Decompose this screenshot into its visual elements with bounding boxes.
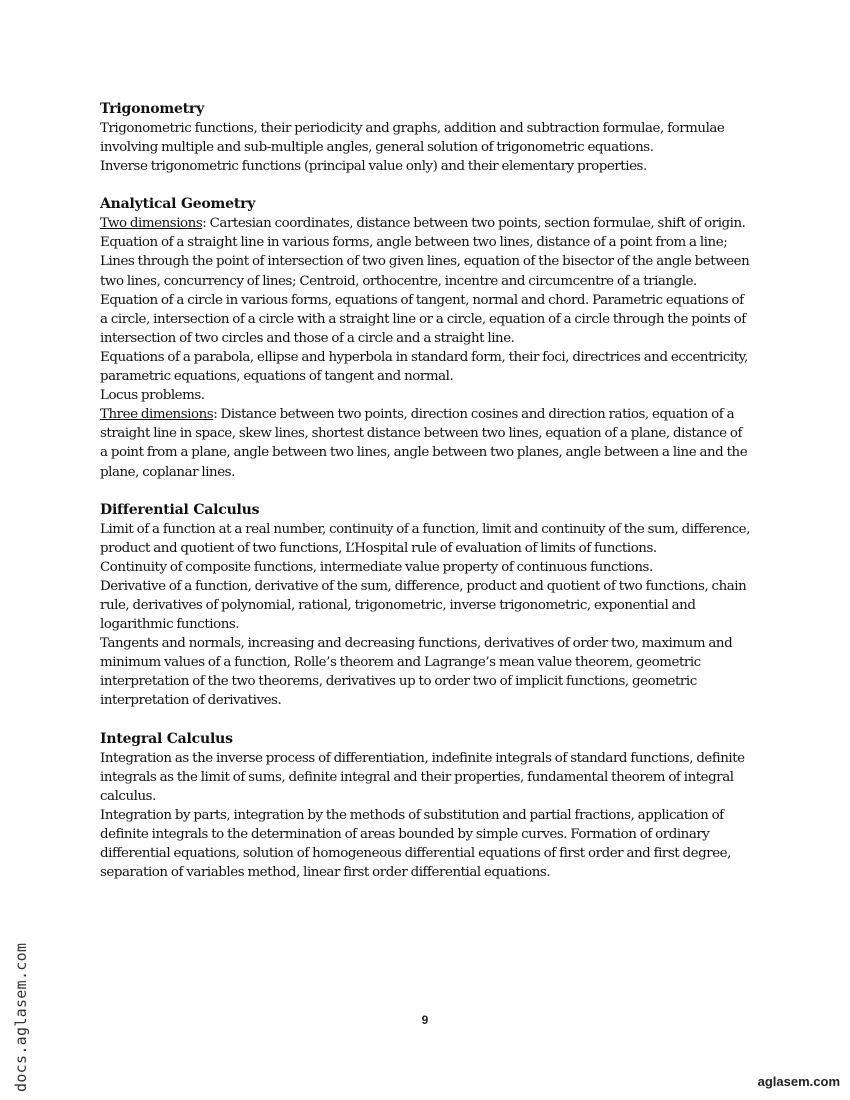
paragraph: Continuity of composite functions, intermediate value property of continuous functions. [100, 559, 653, 575]
subsection-label: Two dimensions [100, 216, 203, 232]
paragraph: Equation of a circle in various forms, equations of tangent, normal and chord. Parametric equations of a circle, intersection of a circle with a straight line or a circle, equation of a circle through the points of intersection of two circles and those of a circle and a straight line. [100, 292, 746, 346]
section-heading: Trigonometry [100, 101, 205, 117]
paragraph-text: : Cartesian coordinates, distance between two points, section formulae, shift of origin. [202, 216, 746, 232]
paragraph: Tangents and normals, increasing and decreasing functions, derivatives of order two, maximum and minimum values of a function, Rolle’s theorem and Lagrange’s mean value theorem, geometric interpretation of the two theorems, derivatives up to order two of implicit functions, geometric interpretation of derivatives. [100, 636, 733, 709]
paragraph: Limit of a function at a real number, continuity of a function, limit and continuity of the sum, difference, product and quotient of two functions, L’Hospital rule of evaluation of limits of functions. [100, 521, 750, 556]
paragraph: Equations of a parabola, ellipse and hyperbola in standard form, their foci, directrices and eccentricity, parametric equations, equations of tangent and normal. [100, 349, 748, 385]
paragraph: Equation of a straight line in various forms, angle between two lines, distance of a point from a line; Lines through the point of intersection of two given lines, equation of the bisector of the angle between two lines, concurrency of lines; Centroid, orthocentre, incentre and circumcentre of a triangle. [100, 235, 750, 289]
section-heading: Integral Calculus [100, 730, 233, 747]
paragraph [100, 214, 750, 233]
paragraph [100, 405, 750, 481]
paragraph: Derivative of a function, derivative of the sum, difference, product and quotient of two functions, chain rule, derivatives of polynomial, rational, trigonometric, inverse trigonometric, exponential and logarithmic functions. [100, 578, 747, 633]
paragraph-text: : Distance between two points, direction cosines and direction ratios, equation of a straight line in space, skew lines, shortest distance between two lines, equation of a plane, distance of a point from a plane, angle between two lines, angle between two planes, angle between a line and the plane, coplanar lines. [100, 407, 748, 480]
side-watermark: docs.aglasem.com [12, 942, 30, 1092]
section-analytical-geometry [100, 195, 750, 481]
section-heading: Analytical Geometry [100, 196, 256, 213]
section-heading: Differential Calculus [100, 501, 260, 518]
section-integral-calculus [100, 730, 750, 883]
document-body [100, 100, 750, 901]
paragraph: Integration as the inverse process of differentiation, indefinite integrals of standard functions, definite integrals as the limit of sums, definite integral and their properties, fundamental theorem of integral calculus. [100, 750, 745, 804]
section-trigonometry [100, 100, 750, 176]
page-number: 9 [421, 1013, 429, 1027]
section-differential-calculus [100, 501, 750, 711]
paragraph: Locus problems. [100, 388, 205, 404]
paragraph: Inverse trigonometric functions (principal value only) and their elementary properties. [100, 159, 647, 175]
paragraph: Trigonometric functions, their periodicity and graphs, addition and subtraction formulae, formulae involving multiple and sub-multiple angles, general solution of trigonometric equations. [100, 121, 725, 156]
paragraph: Integration by parts, integration by the methods of substitution and partial fractions, application of definite integrals to the determination of areas bounded by simple curves. Formation of ordinary differential equations, solution of homogeneous differential equations of first order and first degree, separation of variables method, linear first order differential equations. [100, 807, 731, 881]
subsection-label: Three dimensions [100, 407, 214, 423]
corner-watermark: aglasem.com [757, 1074, 840, 1089]
